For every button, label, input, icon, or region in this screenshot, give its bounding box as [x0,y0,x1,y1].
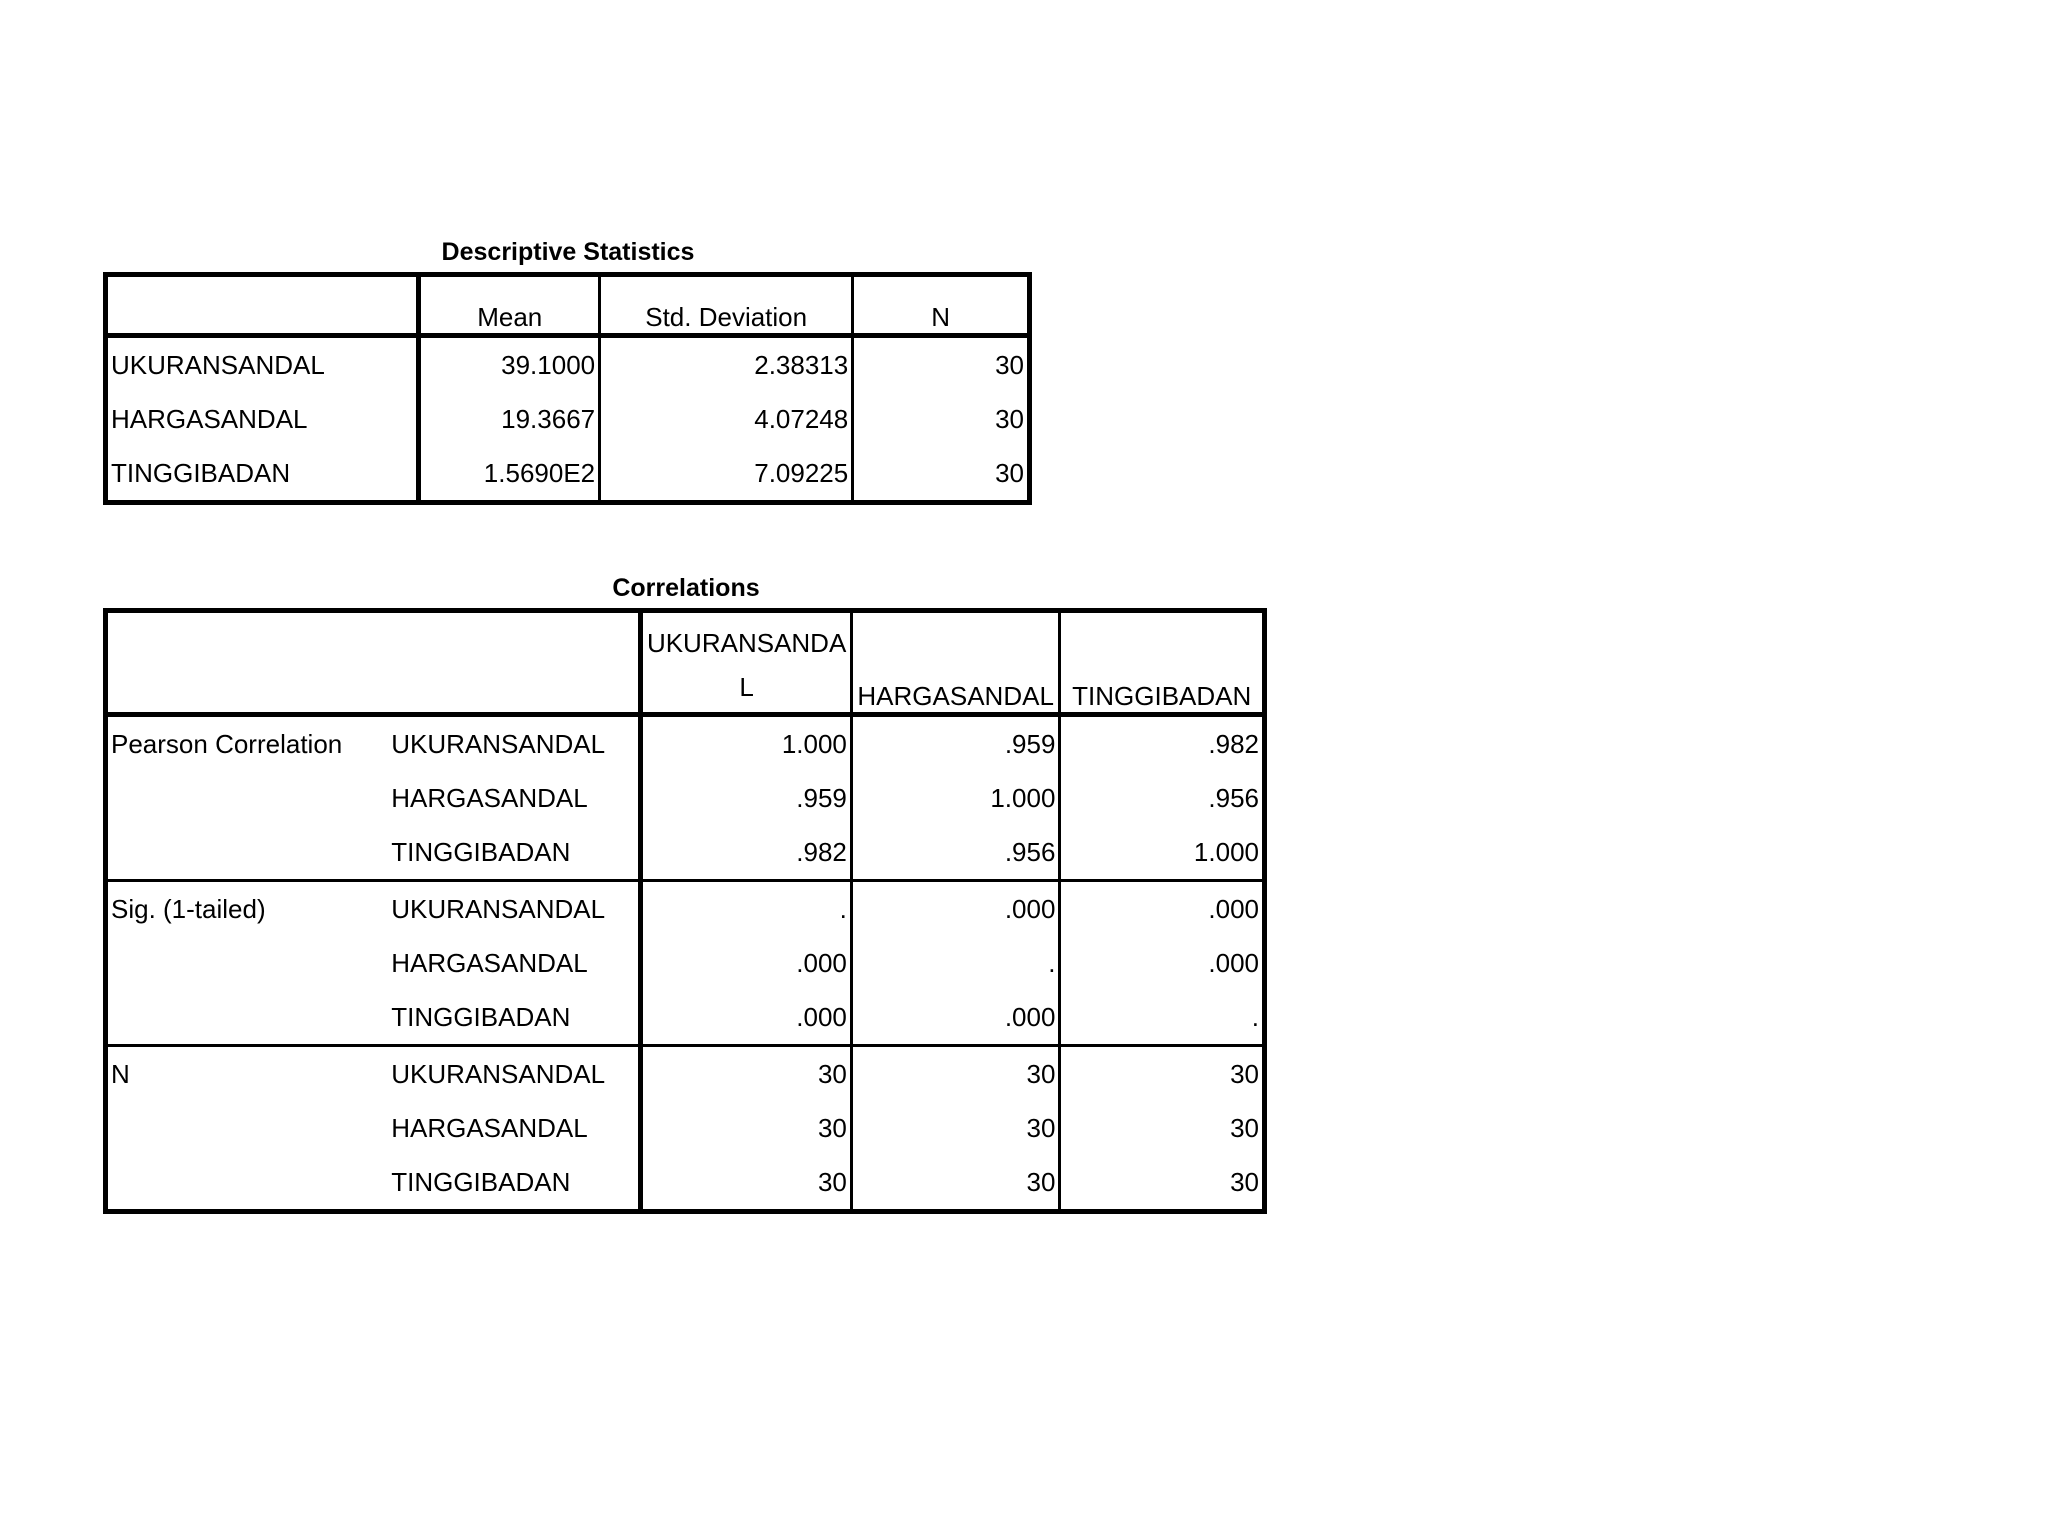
cell-value: . [641,881,852,937]
cell-value: 30 [851,1046,1060,1102]
cell-value: 30 [641,1046,852,1102]
header-std-deviation: Std. Deviation [600,275,853,336]
descriptive-statistics-title: Descriptive Statistics [441,238,695,266]
cell-value: .982 [641,825,852,881]
mean-value: 39.1000 [419,336,600,393]
table-row [106,881,1265,937]
row-label: TINGGIBADAN [106,446,419,503]
group-label-n: N [111,1059,130,1089]
variable-label: UKURANSANDAL [388,881,641,937]
cell-value: 1.000 [1060,825,1265,881]
correlations-table [103,608,1267,1214]
cell-value: 30 [641,1155,852,1212]
cell-value: 1.000 [851,771,1060,825]
cell-value: .000 [641,990,852,1046]
cell-value: 30 [851,1101,1060,1155]
n-value: 30 [995,350,1024,380]
cell-value: .959 [851,715,1060,772]
variable-label: TINGGIBADAN [388,990,641,1046]
variable-label: HARGASANDAL [388,771,641,825]
correlations-title: Correlations [612,574,760,602]
header-cell-empty [106,611,389,715]
row-label: HARGASANDAL [106,392,419,446]
table-row [106,715,1265,772]
descriptive-statistics-table [103,272,1032,505]
header-tinggibadan: TINGGIBADAN [1060,611,1265,715]
table-row [106,336,1030,393]
cell-value: .956 [1208,783,1259,813]
table-row [106,446,1030,503]
cell-value: 30 [1230,1059,1259,1089]
variable-label: TINGGIBADAN [388,825,641,881]
variable-label: HARGASANDAL [388,1101,641,1155]
cell-value: 1.000 [641,715,852,772]
std-value: 4.07248 [600,392,853,446]
cell-value: 30 [641,1101,852,1155]
cell-value: 30 [851,1155,1060,1212]
cell-value: .000 [1208,948,1259,978]
table-row [106,392,1030,446]
group-label-sig: Sig. (1-tailed) [106,881,389,1046]
std-value: 2.38313 [600,336,853,393]
cell-value: . [1060,990,1265,1046]
header-cell-empty [388,611,641,715]
row-label: UKURANSANDAL [106,336,419,393]
header-mean: Mean [419,275,600,336]
table-header-row [106,611,1265,715]
variable-label: HARGASANDAL [388,936,641,990]
cell-value: .000 [851,881,1060,937]
header-ukuransandal: UKURANSANDA L [641,611,852,715]
mean-value: 19.3667 [419,392,600,446]
variable-label: UKURANSANDAL [388,1046,641,1102]
header-n: N [853,275,1030,336]
mean-value: 1.5690E2 [419,446,600,503]
variable-label: UKURANSANDAL [388,715,641,772]
cell-value: 30 [1230,1167,1259,1197]
cell-value: .000 [641,936,852,990]
std-value: 7.09225 [600,446,853,503]
cell-value: .959 [641,771,852,825]
n-value: 30 [995,404,1024,434]
cell-value: .982 [1208,729,1259,759]
cell-value: .000 [1208,894,1259,924]
header-hargasandal: HARGASANDAL [851,611,1060,715]
cell-value: .956 [851,825,1060,881]
cell-value: .000 [851,990,1060,1046]
cell-value: . [851,936,1060,990]
header-cell-empty [106,275,419,336]
variable-label: TINGGIBADAN [388,1155,641,1212]
table-row [106,1046,1265,1102]
n-value: 30 [995,458,1024,488]
table-header-row [106,275,1030,336]
group-label-pearson: Pearson Correlation [106,715,389,881]
cell-value: 30 [1230,1113,1259,1143]
